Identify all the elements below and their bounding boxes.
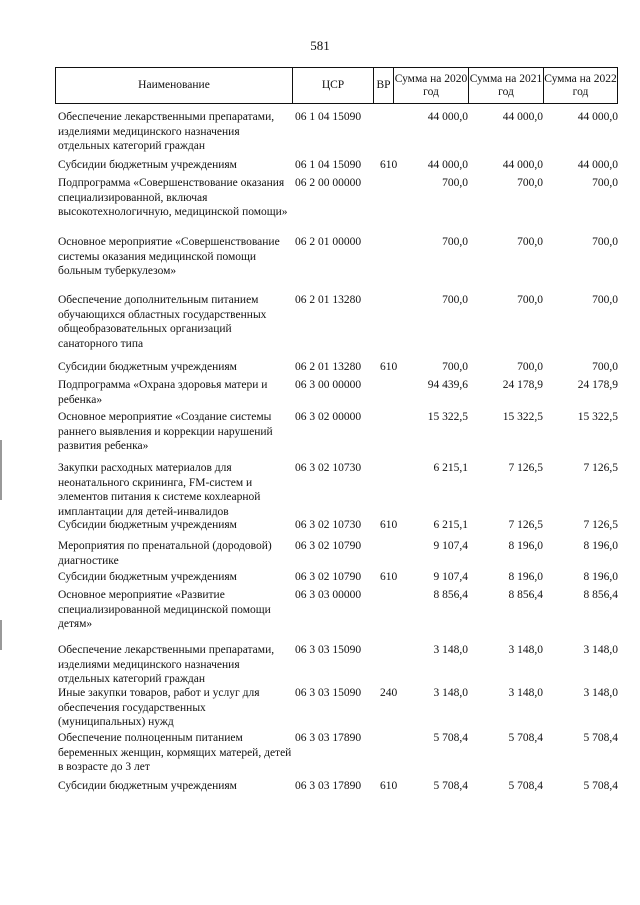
row-sum-2020: 8 856,4 — [433, 589, 468, 601]
row-sum-2020: 9 107,4 — [433, 571, 468, 583]
page-number: 581 — [310, 38, 330, 53]
row-csr: 06 3 03 15090 — [295, 687, 362, 699]
row-name: Субсидии бюджетным учреждениям — [58, 361, 237, 373]
header-sum-2020: Сумма на 2020 год — [394, 68, 469, 103]
row-csr: 06 2 01 13280 — [295, 294, 362, 306]
row-sum-2022: 24 178,9 — [577, 379, 618, 391]
row-sum-2020: 700,0 — [442, 294, 468, 306]
row-csr: 06 3 02 10730 — [295, 462, 362, 474]
row-csr: 06 3 03 17890 — [295, 780, 362, 792]
row-vr: 240 — [380, 687, 398, 699]
row-sum-2020: 5 708,4 — [433, 732, 468, 744]
row-csr: 06 3 03 17890 — [295, 732, 362, 744]
row-vr: 610 — [380, 159, 398, 171]
row-sum-2021: 7 126,5 — [508, 462, 543, 474]
header-csr: ЦСР — [293, 68, 374, 103]
row-sum-2020: 5 708,4 — [433, 780, 468, 792]
row-sum-2020: 15 322,5 — [427, 411, 468, 423]
row-sum-2022: 7 126,5 — [583, 462, 618, 474]
row-csr: 06 3 02 10730 — [295, 519, 362, 531]
row-name: Обеспечение лекарственными препаратами, изделиями медицинского назначения отдельных категорий граждан — [58, 644, 275, 686]
row-name: Субсидии бюджетным учреждениям — [58, 571, 237, 583]
header-vr: ВР — [374, 68, 394, 103]
header-sum-2022: Сумма на 2022 год — [544, 72, 617, 98]
row-sum-2022: 3 148,0 — [583, 687, 618, 699]
row-sum-2020: 6 215,1 — [433, 519, 468, 531]
row-sum-2020: 94 439,6 — [427, 379, 468, 391]
row-sum-2021: 5 708,4 — [508, 780, 543, 792]
scan-edge-mark — [0, 440, 2, 500]
row-sum-2021: 44 000,0 — [502, 159, 543, 171]
row-sum-2022: 3 148,0 — [583, 644, 618, 656]
row-sum-2020: 3 148,0 — [433, 687, 468, 699]
row-name: Закупки расходных материалов для неонатального скрининга, FM-систем и элементов питания к системе кохлеарной имплантации для детей-инвалидов — [58, 462, 261, 518]
row-name: Подпрограмма «Совершенствование оказания специализированной, включая высокотехнологичную, медицинской помощи» — [58, 177, 288, 219]
row-sum-2022: 15 322,5 — [577, 411, 618, 423]
row-sum-2020: 700,0 — [442, 177, 468, 189]
row-sum-2021: 8 196,0 — [508, 571, 543, 583]
row-name: Субсидии бюджетным учреждениям — [58, 519, 237, 531]
row-sum-2021: 7 126,5 — [508, 519, 543, 531]
row-csr: 06 3 03 00000 — [295, 589, 362, 601]
row-sum-2022: 7 126,5 — [583, 519, 618, 531]
row-vr: 610 — [380, 361, 398, 373]
row-sum-2022: 700,0 — [592, 294, 618, 306]
row-name: Подпрограмма «Охрана здоровья матери и ребенка» — [58, 379, 268, 406]
row-sum-2021: 700,0 — [517, 294, 543, 306]
row-csr: 06 2 00 00000 — [295, 177, 362, 189]
header-sum-2021: Сумма на 2021 год — [469, 68, 544, 103]
row-name: Иные закупки товаров, работ и услуг для обеспечения государственных (муниципальных) нужд — [58, 687, 260, 729]
row-sum-2020: 44 000,0 — [427, 111, 468, 123]
row-sum-2022: 8 856,4 — [583, 589, 618, 601]
scan-edge-mark — [0, 620, 2, 650]
row-sum-2020: 44 000,0 — [427, 159, 468, 171]
row-sum-2022: 5 708,4 — [583, 780, 618, 792]
row-sum-2021: 3 148,0 — [508, 644, 543, 656]
row-sum-2021: 8 856,4 — [508, 589, 543, 601]
row-csr: 06 3 02 10790 — [295, 540, 362, 552]
row-sum-2021: 700,0 — [517, 177, 543, 189]
row-sum-2021: 700,0 — [517, 361, 543, 373]
row-name: Обеспечение полноценным питанием беременных женщин, кормящих матерей, детей в возрасте до 3 лет — [58, 732, 292, 774]
row-sum-2022: 5 708,4 — [583, 732, 618, 744]
table-header — [55, 67, 618, 104]
row-name: Основное мероприятие «Совершенствование системы оказания медицинской помощи больным туберкулезом» — [58, 236, 280, 278]
row-sum-2020: 3 148,0 — [433, 644, 468, 656]
row-csr: 06 1 04 15090 — [295, 111, 362, 123]
row-name: Обеспечение лекарственными препаратами, изделиями медицинского назначения отдельных категорий граждан — [58, 111, 275, 153]
row-csr: 06 3 03 15090 — [295, 644, 362, 656]
row-sum-2022: 700,0 — [592, 361, 618, 373]
row-csr: 06 3 02 10790 — [295, 571, 362, 583]
header-name: Наименование — [56, 68, 293, 103]
row-name: Основное мероприятие «Развитие специализированной медицинской помощи детям» — [58, 589, 271, 631]
row-sum-2021: 700,0 — [517, 236, 543, 248]
row-sum-2022: 700,0 — [592, 236, 618, 248]
row-vr: 610 — [380, 571, 398, 583]
row-csr: 06 3 00 00000 — [295, 379, 362, 391]
row-sum-2021: 5 708,4 — [508, 732, 543, 744]
row-vr: 610 — [380, 519, 398, 531]
row-name: Субсидии бюджетным учреждениям — [58, 780, 237, 792]
row-sum-2021: 8 196,0 — [508, 540, 543, 552]
row-csr: 06 2 01 13280 — [295, 361, 362, 373]
row-csr: 06 2 01 00000 — [295, 236, 362, 248]
row-csr: 06 1 04 15090 — [295, 159, 362, 171]
row-sum-2020: 6 215,1 — [433, 462, 468, 474]
row-sum-2021: 3 148,0 — [508, 687, 543, 699]
row-sum-2022: 700,0 — [592, 177, 618, 189]
row-name: Основное мероприятие «Создание системы раннего выявления и коррекции нарушений развития ребенка» — [58, 411, 273, 453]
row-vr: 610 — [380, 780, 398, 792]
row-name: Обеспечение дополнительным питанием обучающихся областных государственных общеобразовательных организаций санаторного типа — [58, 294, 267, 350]
row-name: Мероприятия по пренатальной (дородовой) диагностике — [58, 540, 272, 567]
row-sum-2020: 700,0 — [442, 361, 468, 373]
row-sum-2021: 44 000,0 — [502, 111, 543, 123]
row-sum-2022: 44 000,0 — [577, 111, 618, 123]
row-sum-2022: 8 196,0 — [583, 540, 618, 552]
row-sum-2020: 9 107,4 — [433, 540, 468, 552]
row-sum-2022: 8 196,0 — [583, 571, 618, 583]
row-sum-2021: 24 178,9 — [502, 379, 543, 391]
row-name: Субсидии бюджетным учреждениям — [58, 159, 237, 171]
row-sum-2020: 700,0 — [442, 236, 468, 248]
row-csr: 06 3 02 00000 — [295, 411, 362, 423]
row-sum-2021: 15 322,5 — [502, 411, 543, 423]
row-sum-2022: 44 000,0 — [577, 159, 618, 171]
